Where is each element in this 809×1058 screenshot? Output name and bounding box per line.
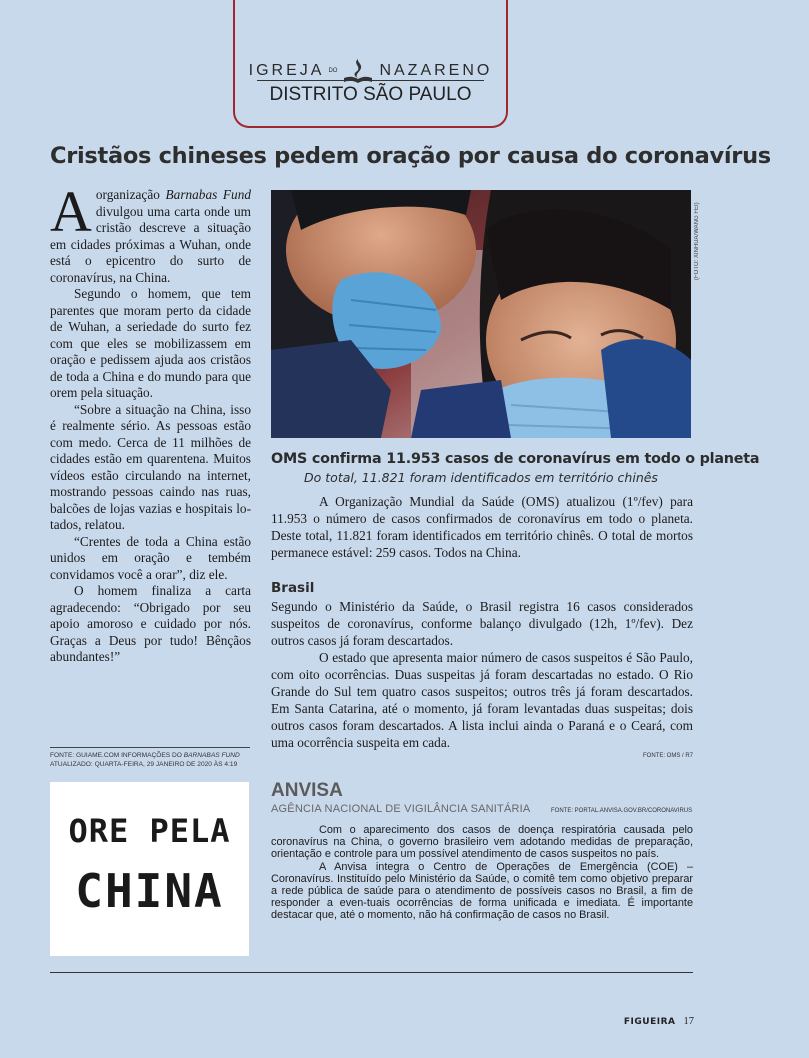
page-number: 17 — [683, 1016, 694, 1027]
footer-divider — [50, 972, 693, 973]
article-source — [50, 751, 260, 769]
brasil-heading: Brasil — [271, 580, 315, 596]
org-name — [235, 56, 506, 86]
photo-credit: (FOTO: XINHUA/WANG FEI) — [694, 202, 700, 280]
brasil-paragraph-1: Segundo o Ministério da Saúde, o Brasil registra 16 casos considerados suspeitos de coronavírus, conforme balanço divulgado (12h, 1º/fev). Dez outros casos já foram descartados. — [271, 599, 693, 648]
page-footer — [590, 1016, 694, 1027]
org-name-right: NAZARENO — [379, 62, 493, 79]
article-paragraph-1 — [50, 179, 251, 286]
anvisa-source: FONTE: PORTAL.ANVISA.GOV.BR/CORONAVIRUS — [551, 808, 693, 814]
pray-text-line-2: CHINA — [75, 864, 224, 918]
p1-text-b: divulgou uma carta onde um cristão descreve a situação em cidades próximas a Wuhan, onde está o epicentro do surto de coronavírus, na China. — [50, 203, 251, 285]
brasil-paragraph-2: O estado que apresenta maior número de casos suspeitos é São Paulo, com oito ocorrências. Duas suspeitas já foram descartadas no estado. O Rio Grande do Sul tem quatro casos suspeitos; outros três já foram descartados. Em Santa Catarina, até o momento, já foram levantadas duas suspeitas; dois outros casos foram descartados. A lista inclui ainda o Paraná e o Ceará, com uma ocorrência suspeita em cada. — [271, 650, 693, 750]
p1-text-a: organização — [95, 187, 166, 202]
masked-people-photo-illustration — [271, 190, 691, 438]
source-line-1: FONTE: GUIAME.COM INFORMAÇÕES DO — [50, 752, 184, 759]
org-name-do: DO — [328, 68, 338, 74]
left-column-article — [50, 179, 251, 666]
oms-paragraph: A Organização Mundial da Saúde (OMS) atualizou (1º/fev) para 11.953 o número de casos confirmados de coronavírus em todo o planeta. Deste total, 11.821 foram identificados em território chinês. O total de mortos permanece estável: 259 casos. Todos na China. — [271, 494, 693, 560]
anvisa-subtitle: AGÊNCIA NACIONAL DE VIGILÂNCIA SANITÁRIA — [271, 803, 531, 815]
anvisa-paragraph-1: Com o aparecimento dos casos de doença respiratória causada pelo coronavírus na China, o governo brasileiro vem adotando medidas de preparação, orientação e controle para um possível atendimento de casos suspeitos no país. — [271, 824, 693, 861]
oms-subheadline: Do total, 11.821 foram identificados em território chinês — [304, 470, 658, 485]
p1-text-italic: Barnabas Fund — [165, 187, 251, 202]
source-divider — [50, 747, 250, 748]
article-paragraph-2: Segundo o homem, que tem parentes que moram perto da cidade de Wuhan, a seriedade do surto fez com que eles se mobilizassem em oração e pedissem ajuda aos cristãos de toda a China e do mundo para que orem pela situação. — [50, 286, 251, 400]
header-tab — [233, 0, 508, 128]
anvisa-body — [271, 824, 693, 922]
anvisa-title: ANVISA — [271, 780, 343, 801]
anvisa-paragraph-2: A Anvisa integra o Centro de Operações de Emergência (COE) – Coronavírus. Instituído pelo Ministério da Saúde, o comitê tem como objetivo preparar a rede pública de saúde para o atendimento de possíveis casos no Brasil, a fim de responder a even-tuais ocorrências de forma unificada e imediata. É importante destacar que, até o momento, não há confirmação de casos no Brasil. — [271, 860, 693, 922]
article-paragraph-3: “Sobre a situação na China, isso é realmente sério. As pessoas estão com medo. Cerca de 11 milhões de cidades estão em quarentena. Muitos vídeos estão circulando na internet, mostrando pessoas caindo nas ruas, balcões de lojas vazias e hospitais lo-tados, relatou. — [50, 401, 251, 532]
source-line-2: ATUALIZADO: QUARTA-FEIRA, 29 JANEIRO DE 2020 ÀS 4:19 — [50, 761, 238, 768]
article-paragraph-4: “Crentes de toda a China estão unidos em oração e tembém convidamos você a orar”, diz ele. — [50, 533, 251, 582]
header-divider — [257, 80, 484, 81]
org-name-left: IGREJA — [248, 62, 325, 79]
oms-headline: OMS confirma 11.953 casos de coronavírus em todo o planeta — [271, 451, 760, 467]
brasil-source: FONTE: OMS / R7 — [642, 753, 693, 759]
brasil-body — [271, 598, 693, 751]
source-line-1-italic: BARNABAS FUND — [183, 752, 240, 759]
district-name: DISTRITO SÃO PAULO — [269, 84, 472, 105]
page-headline: Cristãos chineses pedem oração por causa do coronavírus — [50, 143, 771, 169]
drop-cap: A — [50, 179, 92, 244]
pray-for-china-image — [50, 782, 249, 956]
oms-body — [271, 493, 693, 561]
pray-text-line-1: ORE PELA — [68, 812, 231, 850]
church-logo-icon — [341, 56, 375, 86]
article-paragraph-5: O homem finaliza a carta agradecendo: “Obrigado por seu apoio amoroso e cuidado por nós. Graças a Deus por tudo! Bênçãos abundantes!” — [50, 583, 251, 664]
magazine-name: FIGUEIRA — [623, 1017, 676, 1027]
news-photo — [271, 190, 691, 438]
